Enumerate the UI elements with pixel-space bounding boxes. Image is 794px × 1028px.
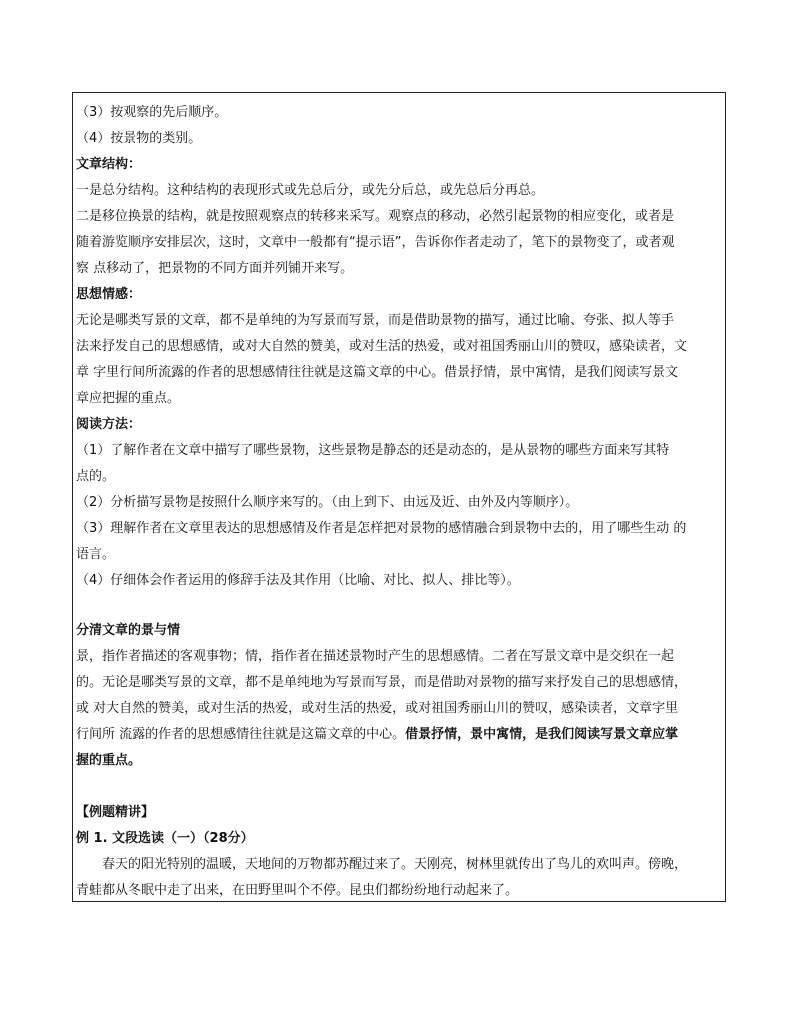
scene-emotion-line-1: 景，指作者描述的客观事物；情，指作者在描述景物时产生的思想感情。二者在写景文章中是交织在一起 <box>76 649 675 664</box>
scene-emotion-line-3: 或 对大自然的赞美，或对生活的热爱，或对生活的热爱，或对祖国秀丽山川的赞叹，感染读者，文章字里 <box>76 701 679 716</box>
example-paragraph-line-2: 青蛙都从冬眠中走了出来，在田野里叫个不停。昆虫们都纷纷地行动起来了。 <box>76 883 519 898</box>
method-line-5: 语言。 <box>76 547 116 562</box>
structure-line-2: 二是移位换景的结构，就是按照观察点的转移来采写。观察点的移动，必然引起景物的相应变化，或者是 <box>76 209 675 224</box>
emotion-line-4: 章应把握的重点。 <box>76 391 181 406</box>
method-line-1: （1）了解作者在文章中描写了哪些景物，这些景物是静态的还是动态的，是从景物的哪些方面来写其特 <box>76 443 670 458</box>
structure-line-1: 一是总分结构。这种结构的表现形式或先总后分，或先分后总，或先总后分再总。 <box>76 183 545 198</box>
scene-emotion-line-4-emphasis: 借景抒情，景中寓情，是我们阅读写景文章应掌 <box>405 727 679 742</box>
scene-emotion-heading: 分清文章的景与情 <box>76 623 181 638</box>
scene-emotion-line-4-text: 行间所 流露的作者的思想感情往往就是这篇文章的中心。 <box>76 727 406 742</box>
method-line-2: 点的。 <box>76 469 116 484</box>
method-line-3: （2）分析描写景物是按照什么顺序来写的。（由上到下、由远及近、由外及内等顺序）。 <box>76 495 579 510</box>
method-heading: 阅读方法： <box>76 417 142 432</box>
structure-line-3: 随着游览顺序安排层次，这时，文章中一般都有“提示语”，告诉你作者走动了，笔下的景物变了，或者观 <box>76 235 675 250</box>
order-item-4: （4）按景物的类别。 <box>76 131 202 146</box>
emotion-line-3: 章 字里行间所流露的作者的思想感情往往就是这篇文章的中心。借景抒情，景中寓情，是我们阅读写景文 <box>76 365 679 380</box>
example-paragraph-line-1: 春天的阳光特别的温暖，天地间的万物都苏醒过来了。天刚亮，树林里就传出了鸟儿的欢叫声。傍晚， <box>102 857 688 872</box>
order-item-3: （3）按观察的先后顺序。 <box>76 105 228 120</box>
method-line-6: （4）仔细体会作者运用的修辞手法及其作用（比喻、对比、拟人、排比等）。 <box>76 573 520 588</box>
method-line-4: （3）理解作者在文章里表达的思想感情及作者是怎样把对景物的感情融合到景物中去的，用了哪些生动 的 <box>76 521 687 536</box>
scene-emotion-line-5: 握的重点。 <box>76 753 142 768</box>
example-heading: 【例题精讲】 <box>76 805 155 820</box>
scene-emotion-line-2: 的。无论是哪类写景的文章，都不是单纯地为写景而写景，而是借助对景物的描写来抒发自己的思想感情， <box>76 675 688 690</box>
scene-emotion-line-4 <box>76 723 720 747</box>
emotion-line-2: 法来抒发自己的思想感情，或对大自然的赞美，或对生活的热爱，或对祖国秀丽山川的赞叹，感染读者，文 <box>76 339 688 354</box>
emotion-line-1: 无论是哪类写景的文章，都不是单纯的为写景而写景，而是借助景物的描写，通过比喻、夸张、拟人等手 <box>76 313 675 328</box>
structure-line-4: 察 点移动了，把景物的不同方面并列铺开来写。 <box>76 261 354 276</box>
example-title: 例 1. 文段选读（一）（28分） <box>76 831 254 846</box>
emotion-heading: 思想情感： <box>76 287 142 302</box>
structure-heading: 文章结构： <box>76 157 142 172</box>
